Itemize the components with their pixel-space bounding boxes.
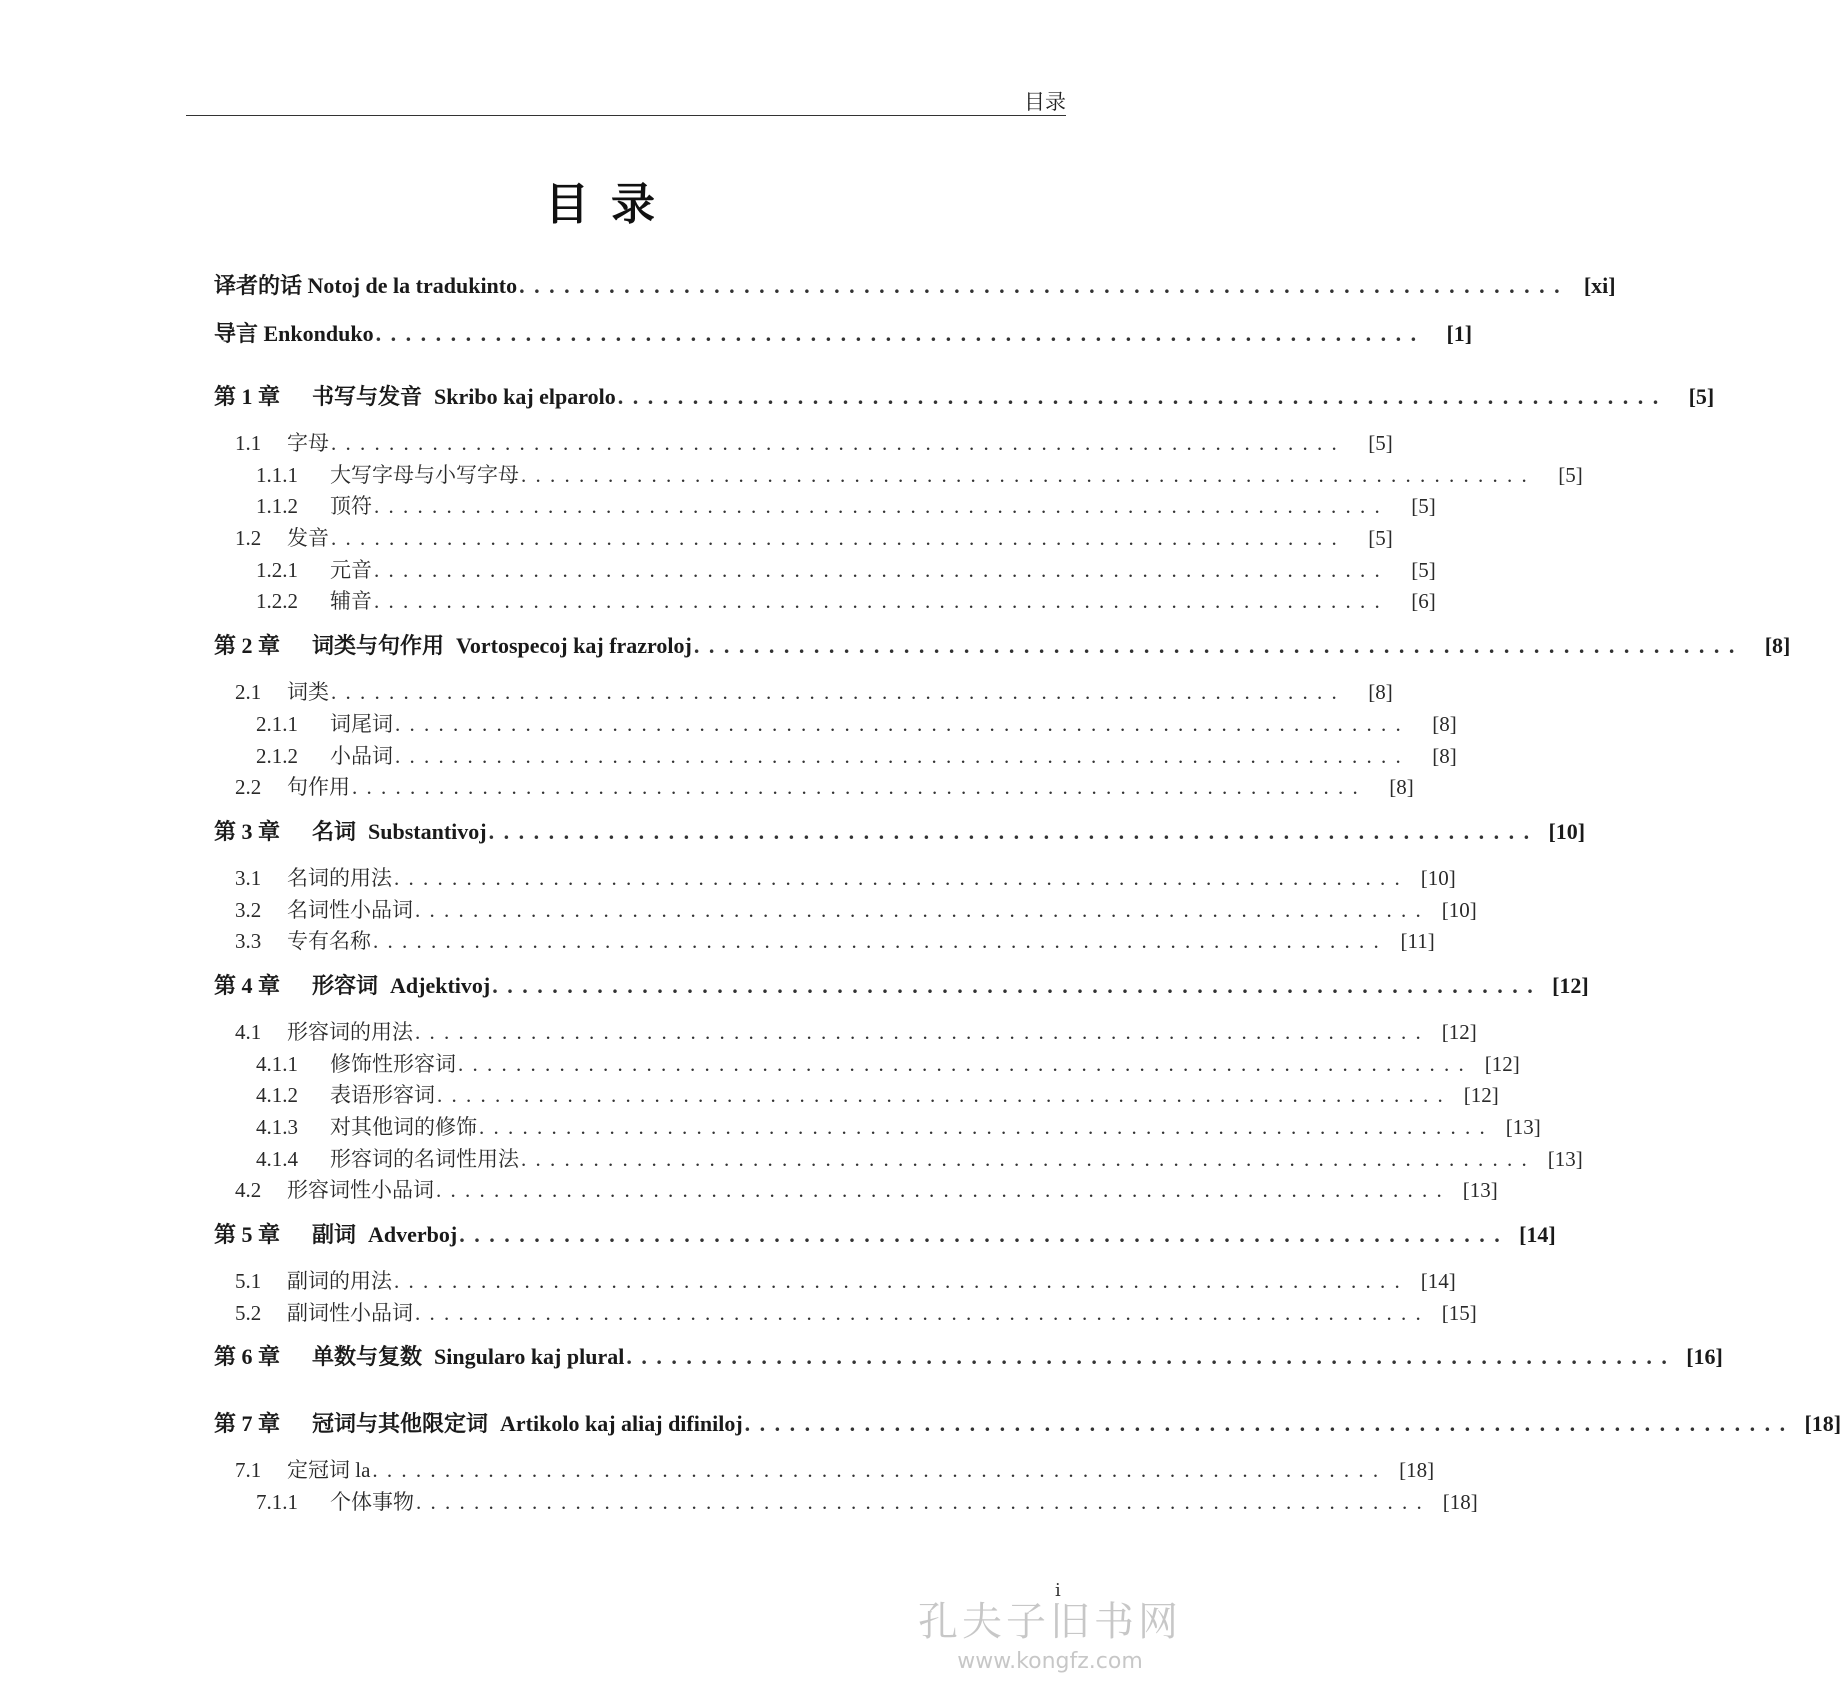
toc-leader-dots: . . . . . . . . . . . . . . . . . . . . . . . . . . . . . . . . . . . . . . . . . . . . . . . . . . . . . . . . . . . . . . . . . . . . . . bbox=[394, 865, 1402, 890]
toc-page-number: [13] bbox=[1462, 1178, 1498, 1203]
toc-page-number: [12] bbox=[1552, 972, 1589, 998]
toc-entry-title: 形容词的名词性用法 bbox=[330, 1146, 519, 1171]
toc-page-number: [10] bbox=[1441, 897, 1477, 922]
toc-chapter-number: 第 7 章 bbox=[214, 1411, 281, 1437]
toc-page-number: [15] bbox=[1441, 1300, 1477, 1325]
toc-entry-title: 名词性小品词 bbox=[287, 897, 413, 922]
toc-leader-dots: . . . . . . . . . . . . . . . . . . . . . . . . . . . . . . . . . . . . . . . . . . . . . . . . . . . . . . . . . . . . . . . . . . . . . . bbox=[373, 929, 1381, 954]
toc-section-number: 4.1.4 bbox=[256, 1146, 298, 1171]
toc-section-number: 7.1 bbox=[235, 1458, 262, 1483]
toc-leader-dots: . . . . . . . . . . . . . . . . . . . . . . . . . . . . . . . . . . . . . . . . . . . . . . . . . . . . . . . . . . . . . . . . . . . . . . bbox=[395, 743, 1403, 768]
toc-chapter-title-cn: 名词 bbox=[312, 818, 357, 844]
toc-chapter-title-cn: 词类与句作用 bbox=[312, 633, 445, 659]
toc-page-number: [14] bbox=[1420, 1269, 1456, 1294]
toc-page-number: [10] bbox=[1420, 865, 1456, 890]
toc-chapter-number: 第 1 章 bbox=[214, 384, 281, 409]
toc-leader-dots: . . . . . . . . . . . . . . . . . . . . . . . . . . . . . . . . . . . . . . . . . . . . . . . . . . . . . . . . . . . . . . . . . . . . . . bbox=[488, 818, 1532, 844]
toc-chapter-title bbox=[312, 1341, 624, 1372]
toc-entry-title: 辅音 bbox=[330, 589, 372, 614]
toc-page-number: [5] bbox=[1411, 494, 1436, 519]
toc-entry-title: 元音 bbox=[330, 557, 372, 582]
toc-section-number: 3.3 bbox=[235, 929, 262, 954]
toc-section-number: 1.1.2 bbox=[256, 494, 298, 519]
toc-page-number: [8] bbox=[1764, 633, 1791, 659]
toc-chapter-title-eo: Skribo kaj elparolo bbox=[434, 384, 616, 409]
toc-section[interactable] bbox=[214, 863, 1456, 895]
toc-page-number: [10] bbox=[1548, 818, 1586, 844]
toc-subsection[interactable] bbox=[214, 1112, 1541, 1144]
toc-chapter-number: 第 2 章 bbox=[214, 633, 281, 659]
toc-leader-dots: . . . . . . . . . . . . . . . . . . . . . . . . . . . . . . . . . . . . . . . . . . . . . . . . . . . . . . . . . . . . . . . . . . . . . . bbox=[744, 1411, 1788, 1437]
toc-chapter-title-eo: Singularo kaj plural bbox=[434, 1344, 625, 1370]
toc-leader-dots: . . . . . . . . . . . . . . . . . . . . . . . . . . . . . . . . . . . . . . . . . . . . . . . . . . . . . . . . . . . . . . . . . . . . . . bbox=[519, 273, 1562, 298]
toc-entry-title: 词尾词 bbox=[330, 711, 393, 736]
toc-entry-title: 对其他词的修饰 bbox=[330, 1115, 477, 1139]
toc-page-number: [18] bbox=[1804, 1411, 1841, 1437]
toc-leader-dots: . . . . . . . . . . . . . . . . . . . . . . . . . . . . . . . . . . . . . . . . . . . . . . . . . . . . . . . . . . . . . . . . . . . . . . bbox=[374, 589, 1382, 614]
toc-leader-dots: . . . . . . . . . . . . . . . . . . . . . . . . . . . . . . . . . . . . . . . . . . . . . . . . . . . . . . . . . . . . . . . . . . . . . . bbox=[458, 1051, 1466, 1076]
toc-page-number: [18] bbox=[1442, 1490, 1478, 1515]
toc-leader-dots: . . . . . . . . . . . . . . . . . . . . . . . . . . . . . . . . . . . . . . . . . . . . . . . . . . . . . . . . . . . . . . . . . . . . . . bbox=[375, 321, 1419, 346]
toc-entry-title: 导言 Enkonduko bbox=[214, 321, 374, 346]
toc-chapter-title bbox=[312, 1219, 457, 1250]
toc-entry-title: 小品词 bbox=[330, 743, 393, 768]
toc-subsection[interactable] bbox=[214, 1144, 1583, 1176]
toc-section[interactable] bbox=[214, 1175, 1498, 1207]
toc-entry-title: 顶符 bbox=[330, 494, 372, 519]
toc-section[interactable] bbox=[214, 1455, 1435, 1487]
toc-section-number: 2.1.1 bbox=[256, 711, 298, 736]
toc-chapter-title-cn: 形容词 bbox=[312, 972, 379, 998]
toc-chapter[interactable] bbox=[214, 816, 1586, 847]
toc-page-number: [13] bbox=[1505, 1115, 1541, 1139]
toc-leader-dots: . . . . . . . . . . . . . . . . . . . . . . . . . . . . . . . . . . . . . . . . . . . . . . . . . . . . . . . . . . . . . . . . . . . . . . bbox=[479, 1115, 1487, 1139]
toc-chapter-title bbox=[312, 381, 616, 412]
toc-page-number: [5] bbox=[1368, 431, 1393, 455]
table-of-contents bbox=[214, 270, 1841, 1519]
toc-chapter-title-eo: Artikolo kaj aliaj difiniloj bbox=[500, 1411, 743, 1437]
toc-leader-dots: . . . . . . . . . . . . . . . . . . . . . . . . . . . . . . . . . . . . . . . . . . . . . . . . . . . . . . . . . . . . . . . . . . . . . . bbox=[617, 384, 1661, 409]
toc-leader-dots: . . . . . . . . . . . . . . . . . . . . . . . . . . . . . . . . . . . . . . . . . . . . . . . . . . . . . . . . . . . . . . . . . . . . . . bbox=[459, 1222, 1502, 1248]
toc-page-number: [8] bbox=[1368, 680, 1393, 705]
toc-section-number: 4.1 bbox=[235, 1019, 262, 1044]
toc-section-number: 4.1.2 bbox=[256, 1083, 298, 1108]
toc-chapter-title bbox=[312, 630, 692, 661]
toc-entry-title: 译者的话 Notoj de la tradukinto bbox=[214, 273, 518, 298]
toc-chapter-title-cn: 书写与发音 bbox=[312, 384, 423, 409]
toc-page-number: [12] bbox=[1441, 1019, 1477, 1044]
toc-entry-title: 副词性小品词 bbox=[287, 1300, 413, 1325]
toc-page-number: [5] bbox=[1688, 384, 1715, 409]
toc-page-number: [14] bbox=[1519, 1222, 1556, 1248]
toc-leader-dots: . . . . . . . . . . . . . . . . . . . . . . . . . . . . . . . . . . . . . . . . . . . . . . . . . . . . . . . . . . . . . . . . . . . . . . bbox=[352, 775, 1360, 800]
toc-leader-dots: . . . . . . . . . . . . . . . . . . . . . . . . . . . . . . . . . . . . . . . . . . . . . . . . . . . . . . . . . . . . . . . . . . . . . . bbox=[374, 557, 1382, 582]
toc-chapter-title bbox=[312, 970, 490, 1001]
toc-entry-title: 形容词性小品词 bbox=[287, 1178, 434, 1203]
toc-chapter-title-cn: 副词 bbox=[312, 1222, 357, 1248]
running-header: 目录 bbox=[1024, 90, 1066, 114]
toc-chapter-number: 第 4 章 bbox=[214, 972, 281, 998]
toc-subsection[interactable] bbox=[214, 1487, 1478, 1519]
toc-leader-dots: . . . . . . . . . . . . . . . . . . . . . . . . . . . . . . . . . . . . . . . . . . . . . . . . . . . . . . . . . . . . . . . . . . . . . . bbox=[415, 1300, 1423, 1325]
toc-chapter[interactable] bbox=[214, 1408, 1841, 1439]
toc-section-number: 4.2 bbox=[235, 1178, 262, 1203]
toc-section-number: 2.1 bbox=[235, 680, 262, 705]
toc-section-number: 1.2 bbox=[235, 526, 262, 551]
toc-section-number: 3.2 bbox=[235, 897, 262, 922]
toc-page-number: [6] bbox=[1411, 589, 1436, 614]
toc-page-number: [5] bbox=[1411, 557, 1436, 582]
toc-leader-dots: . . . . . . . . . . . . . . . . . . . . . . . . . . . . . . . . . . . . . . . . . . . . . . . . . . . . . . . . . . . . . . . . . . . . . . bbox=[331, 431, 1339, 455]
toc-page-number: [xi] bbox=[1583, 273, 1616, 298]
toc-entry-title: 形容词的用法 bbox=[287, 1019, 413, 1044]
toc-chapter[interactable] bbox=[214, 1341, 1723, 1372]
toc-page-number: [5] bbox=[1558, 462, 1583, 487]
toc-leader-dots: . . . . . . . . . . . . . . . . . . . . . . . . . . . . . . . . . . . . . . . . . . . . . . . . . . . . . . . . . . . . . . . . . . . . . . bbox=[492, 972, 1535, 998]
toc-section-number: 4.1.1 bbox=[256, 1051, 298, 1076]
toc-page-number: [11] bbox=[1400, 929, 1435, 954]
toc-chapter-title-eo: Substantivoj bbox=[368, 818, 487, 844]
toc-subsection[interactable] bbox=[214, 1080, 1499, 1112]
toc-front-matter[interactable] bbox=[214, 318, 1473, 349]
toc-page-number: [13] bbox=[1547, 1146, 1583, 1171]
toc-chapter-number: 第 5 章 bbox=[214, 1222, 281, 1248]
toc-leader-dots: . . . . . . . . . . . . . . . . . . . . . . . . . . . . . . . . . . . . . . . . . . . . . . . . . . . . . . . . . . . . . . . . . . . . . . bbox=[521, 1146, 1529, 1171]
toc-leader-dots: . . . . . . . . . . . . . . . . . . . . . . . . . . . . . . . . . . . . . . . . . . . . . . . . . . . . . . . . . . . . . . . . . . . . . . bbox=[395, 711, 1403, 736]
toc-chapter-title-eo: Adverboj bbox=[368, 1222, 458, 1248]
toc-entry-title: 句作用 bbox=[287, 775, 350, 800]
toc-page-number: [12] bbox=[1463, 1083, 1499, 1108]
toc-leader-dots: . . . . . . . . . . . . . . . . . . . . . . . . . . . . . . . . . . . . . . . . . . . . . . . . . . . . . . . . . . . . . . . . . . . . . . bbox=[416, 1490, 1424, 1515]
toc-subsection[interactable] bbox=[214, 586, 1436, 618]
toc-subsection[interactable] bbox=[214, 491, 1436, 523]
toc-page-number: [18] bbox=[1399, 1458, 1435, 1483]
toc-subsection[interactable] bbox=[214, 741, 1457, 773]
toc-chapter[interactable] bbox=[214, 1219, 1556, 1250]
toc-chapter-title-cn: 冠词与其他限定词 bbox=[312, 1411, 489, 1437]
page-title: 目录 bbox=[545, 179, 677, 230]
toc-front-matter[interactable] bbox=[214, 270, 1616, 301]
toc-chapter[interactable] bbox=[214, 381, 1715, 412]
toc-section-number: 5.2 bbox=[235, 1300, 262, 1325]
toc-chapter-title-cn: 单数与复数 bbox=[312, 1344, 423, 1370]
toc-entry-title: 发音 bbox=[287, 526, 329, 551]
toc-section-number: 7.1.1 bbox=[256, 1490, 298, 1515]
toc-section[interactable] bbox=[214, 895, 1477, 927]
toc-section[interactable] bbox=[214, 772, 1414, 804]
toc-section[interactable] bbox=[214, 1266, 1456, 1298]
toc-entry-title: 字母 bbox=[287, 431, 329, 455]
toc-page-number: [8] bbox=[1432, 711, 1457, 736]
toc-section[interactable] bbox=[214, 428, 1393, 460]
toc-chapter[interactable] bbox=[214, 630, 1791, 661]
page-number: i bbox=[1055, 1580, 1061, 1601]
toc-section-number: 1.2.1 bbox=[256, 557, 298, 582]
toc-leader-dots: . . . . . . . . . . . . . . . . . . . . . . . . . . . . . . . . . . . . . . . . . . . . . . . . . . . . . . . . . . . . . . . . . . . . . . bbox=[331, 680, 1339, 705]
toc-section-number: 3.1 bbox=[235, 865, 262, 890]
toc-section[interactable] bbox=[214, 1298, 1477, 1330]
toc-entry-title: 副词的用法 bbox=[287, 1269, 392, 1294]
toc-section-number: 1.2.2 bbox=[256, 589, 298, 614]
toc-section-number: 2.1.2 bbox=[256, 743, 298, 768]
toc-page-number: [16] bbox=[1686, 1344, 1723, 1370]
toc-section-number: 4.1.3 bbox=[256, 1115, 298, 1139]
header-rule bbox=[186, 115, 1066, 116]
watermark-logo: 孔夫子旧书网 bbox=[918, 1599, 1182, 1645]
watermark-url: www.kongfz.com bbox=[957, 1649, 1143, 1674]
toc-subsection[interactable] bbox=[214, 709, 1457, 741]
toc-leader-dots: . . . . . . . . . . . . . . . . . . . . . . . . . . . . . . . . . . . . . . . . . . . . . . . . . . . . . . . . . . . . . . . . . . . . . . bbox=[331, 526, 1339, 551]
toc-entry-title: 修饰性形容词 bbox=[330, 1051, 456, 1076]
toc-leader-dots: . . . . . . . . . . . . . . . . . . . . . . . . . . . . . . . . . . . . . . . . . . . . . . . . . . . . . . . . . . . . . . . . . . . . . . bbox=[372, 1458, 1381, 1483]
toc-section-number: 1.1.1 bbox=[256, 462, 298, 487]
toc-leader-dots: . . . . . . . . . . . . . . . . . . . . . . . . . . . . . . . . . . . . . . . . . . . . . . . . . . . . . . . . . . . . . . . . . . . . . . bbox=[415, 1019, 1423, 1044]
toc-page-number: [12] bbox=[1484, 1051, 1520, 1076]
toc-leader-dots: . . . . . . . . . . . . . . . . . . . . . . . . . . . . . . . . . . . . . . . . . . . . . . . . . . . . . . . . . . . . . . . . . . . . . . bbox=[437, 1083, 1445, 1108]
toc-section[interactable] bbox=[214, 523, 1393, 555]
toc-chapter-title-eo: Adjektivoj bbox=[390, 972, 491, 998]
toc-entry-title: 表语形容词 bbox=[330, 1083, 435, 1108]
toc-leader-dots: . . . . . . . . . . . . . . . . . . . . . . . . . . . . . . . . . . . . . . . . . . . . . . . . . . . . . . . . . . . . . . . . . . . . . . bbox=[436, 1178, 1444, 1203]
toc-section[interactable] bbox=[214, 1017, 1477, 1049]
toc-section-number: 2.2 bbox=[235, 775, 262, 800]
toc-leader-dots: . . . . . . . . . . . . . . . . . . . . . . . . . . . . . . . . . . . . . . . . . . . . . . . . . . . . . . . . . . . . . . . . . . . . . . bbox=[415, 897, 1423, 922]
toc-chapter-number: 第 3 章 bbox=[214, 818, 281, 844]
toc-entry-title: 名词的用法 bbox=[287, 865, 392, 890]
toc-chapter-title bbox=[312, 1408, 743, 1439]
toc-section[interactable] bbox=[214, 677, 1393, 709]
toc-entry-title: 专有名称 bbox=[287, 929, 371, 954]
toc-subsection[interactable] bbox=[214, 460, 1583, 492]
toc-page-number: [8] bbox=[1432, 743, 1457, 768]
toc-entry-title: 词类 bbox=[287, 680, 329, 705]
toc-entry-title: 定冠词 la bbox=[287, 1458, 371, 1483]
toc-leader-dots: . . . . . . . . . . . . . . . . . . . . . . . . . . . . . . . . . . . . . . . . . . . . . . . . . . . . . . . . . . . . . . . . . . . . . . bbox=[626, 1344, 1669, 1370]
toc-subsection[interactable] bbox=[214, 555, 1436, 587]
toc-page-number: [8] bbox=[1389, 775, 1414, 800]
toc-section-number: 1.1 bbox=[235, 431, 262, 455]
watermark bbox=[915, 1590, 1185, 1674]
toc-chapter[interactable] bbox=[214, 970, 1589, 1001]
toc-leader-dots: . . . . . . . . . . . . . . . . . . . . . . . . . . . . . . . . . . . . . . . . . . . . . . . . . . . . . . . . . . . . . . . . . . . . . . bbox=[394, 1269, 1402, 1294]
toc-page-number: [5] bbox=[1368, 526, 1393, 551]
toc-subsection[interactable] bbox=[214, 1049, 1520, 1081]
toc-section[interactable] bbox=[214, 926, 1435, 958]
toc-chapter-title bbox=[312, 816, 487, 847]
toc-leader-dots: . . . . . . . . . . . . . . . . . . . . . . . . . . . . . . . . . . . . . . . . . . . . . . . . . . . . . . . . . . . . . . . . . . . . . . bbox=[374, 494, 1382, 519]
toc-page-number: [1] bbox=[1446, 321, 1473, 346]
toc-chapter-number: 第 6 章 bbox=[214, 1344, 281, 1370]
toc-entry-title: 大写字母与小写字母 bbox=[330, 462, 519, 487]
toc-entry-title: 个体事物 bbox=[330, 1490, 414, 1515]
toc-leader-dots: . . . . . . . . . . . . . . . . . . . . . . . . . . . . . . . . . . . . . . . . . . . . . . . . . . . . . . . . . . . . . . . . . . . . . . bbox=[693, 633, 1737, 659]
toc-section-number: 5.1 bbox=[235, 1269, 262, 1294]
toc-leader-dots: . . . . . . . . . . . . . . . . . . . . . . . . . . . . . . . . . . . . . . . . . . . . . . . . . . . . . . . . . . . . . . . . . . . . . . bbox=[521, 462, 1529, 487]
toc-chapter-title-eo: Vortospecoj kaj frazroloj bbox=[456, 633, 692, 659]
